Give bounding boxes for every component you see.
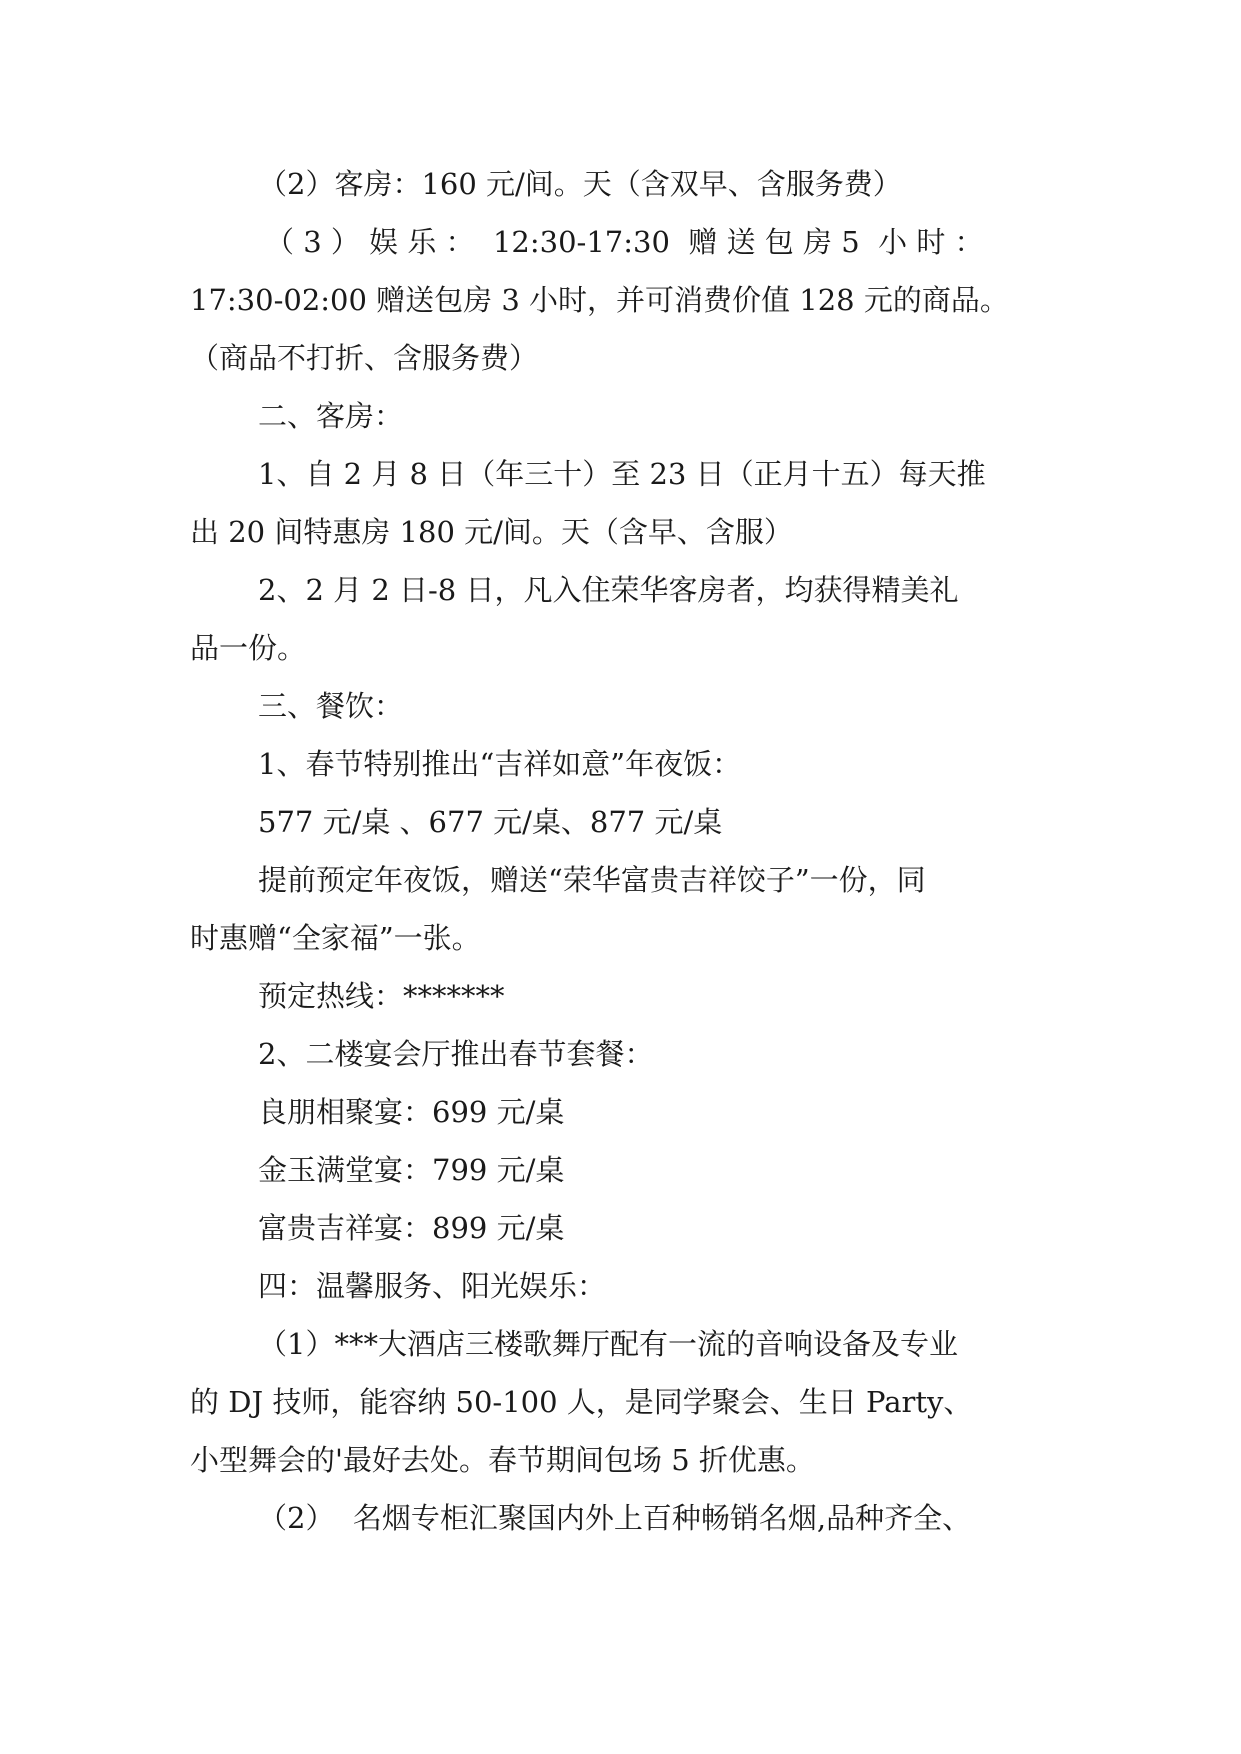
text-line: 1、自 2 月 8 日（年三十）至 23 日（正月十五）每天推 (258, 457, 986, 491)
text-line: 富贵吉祥宴：899 元/桌 (258, 1211, 565, 1245)
text-line: 预定热线：******* (258, 979, 505, 1013)
text-line: 1、春节特别推出“吉祥如意”年夜饭： (258, 747, 742, 781)
text-line: 良朋相聚宴：699 元/桌 (258, 1095, 565, 1129)
section-heading: 二、客房： (258, 399, 404, 433)
text-line: （1）***大酒店三楼歌舞厅配有一流的音响设备及专业 (258, 1327, 958, 1361)
text-line: 金玉满堂宴：799 元/桌 (258, 1153, 565, 1187)
text-line: （2）客房：160 元/间。天（含双早、含服务费） (258, 167, 902, 201)
section-heading: 三、餐饮： (258, 689, 404, 723)
text-line: 2、2 月 2 日-8 日，凡入住荣华客房者，均获得精美礼 (258, 573, 959, 607)
text-line: 小型舞会的'最好去处。春节期间包场 5 折优惠。 (190, 1443, 815, 1477)
text-line: 2、二楼宴会厅推出春节套餐： (258, 1037, 654, 1071)
text-line: 提前预定年夜饭，赠送“荣华富贵吉祥饺子”一份，同 (258, 863, 926, 897)
text-line: 出 20 间特惠房 180 元/间。天（含早、含服） (190, 515, 793, 549)
text-line: 17:30-02:00 赠送包房 3 小时，并可消费价值 128 元的商品。 (190, 283, 1009, 317)
text-line: （2） 名烟专柜汇聚国内外上百种畅销名烟,品种齐全、 (258, 1501, 972, 1535)
text-line: 品一份。 (190, 631, 307, 665)
text-line: （商品不打折、含服务费） (190, 341, 539, 375)
text-line: 时惠赠“全家福”一张。 (190, 921, 481, 955)
text-line: 577 元/桌 、677 元/桌、877 元/桌 (258, 805, 723, 839)
text-line: 的 DJ 技师，能容纳 50-100 人，是同学聚会、生日 Party、 (190, 1385, 973, 1419)
text-line: （ 3 ） 娱 乐 ： 12:30-17:30 赠 送 包 房 5 小 时 ： (265, 225, 984, 259)
section-heading: 四：温馨服务、阳光娱乐： (258, 1269, 607, 1303)
